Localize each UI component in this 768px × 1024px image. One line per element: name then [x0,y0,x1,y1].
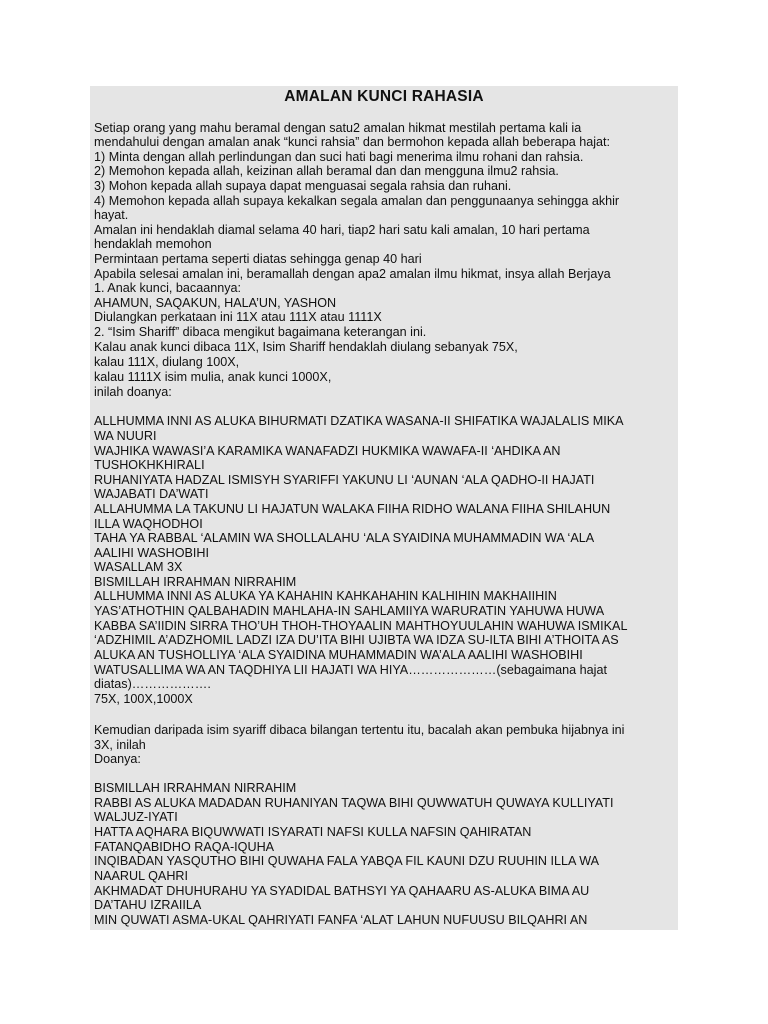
text-line: AALIHI WASHOBIHI [94,546,209,560]
text-line: WATUSALLIMA WA AN TAQDHIYA LII HAJATI WA HIYA…………………(sebagaimana hajat [94,663,607,677]
text-line: WA NUURI [94,429,157,443]
text-line: TUSHOKHKHIRALI [94,458,205,472]
document-page [90,86,678,930]
text-line: HATTA AQHARA BIQUWWATI ISYARATI NAFSI KULLA NAFSIN QAHIRATAN [94,825,532,839]
text-line: BISMILLAH IRRAHMAN NIRRAHIM [94,575,297,589]
text-line: 3) Mohon kepada allah supaya dapat menguasai segala rahsia dan ruhani. [94,179,512,193]
text-line: ALLHUMMA INNI AS ALUKA YA KAHAHIN KAHKAHAHIN KALHIHIN MAKHAIIHIN [94,589,557,603]
text-line: kalau 111X, diulang 100X, [94,355,240,369]
text-line: WAJABATI DA’WATI [94,487,209,501]
text-line: diatas)………………. [94,677,211,691]
text-line: 1) Minta dengan allah perlindungan dan suci hati bagi menerima ilmu rohani dan rahsia. [94,150,584,164]
text-line: Kalau anak kunci dibaca 11X, Isim Shariff hendaklah diulang sebanyak 75X, [94,340,518,354]
text-line: 4) Memohon kepada allah supaya kekalkan segala amalan dan penggunaanya sehingga akhir [94,194,620,208]
text-line: RABBI AS ALUKA MADADAN RUHANIYAN TAQWA BIHI QUWWATUH QUWAYA KULLIYATI [94,796,614,810]
text-line: ALLAHUMMA LA TAKUNU LI HAJATUN WALAKA FIIHA RIDHO WALANA FIIHA SHILAHUN [94,502,611,516]
text-line: Amalan ini hendaklah diamal selama 40 hari, tiap2 hari satu kali amalan, 10 hari pertama [94,223,590,237]
text-line: Apabila selesai amalan ini, beramallah dengan apa2 amalan ilmu hikmat, insya allah Berjaya [94,267,611,281]
text-line: 1. Anak kunci, bacaannya: [94,281,242,295]
text-line: WAJHIKA WAWASI’A KARAMIKA WANAFADZI HUKMIKA WAWAFA-II ‘AHDIKA AN [94,444,561,458]
text-line: hendaklah memohon [94,237,212,251]
text-line: Kemudian daripada isim syariff dibaca bilangan tertentu itu, bacalah akan pembuka hijabnya ini [94,723,625,737]
text-line: RUHANIYATA HADZAL ISMISYH SYARIFFI YAKUNU LI ‘AUNAN ‘ALA QADHO-II HAJATI [94,473,595,487]
text-line: Diulangkan perkataan ini 11X atau 111X atau 1111X [94,310,382,324]
text-line: hayat. [94,208,129,222]
text-line: WALJUZ-IYATI [94,810,178,824]
text-line: AKHMADAT DHUHURAHU YA SYADIDAL BATHSYI YA QAHAARU AS-ALUKA BIMA AU [94,884,590,898]
text-line: MIN QUWATI ASMA-UKAL QAHRIYATI FANFA ‘ALAT LAHUN NUFUUSU BILQAHRI AN [94,913,588,927]
text-line: INQIBADAN YASQUTHO BIHI QUWAHA FALA YABQA FIL KAUNI DZU RUUHIN ILLA WA [94,854,600,868]
text-line: TAHA YA RABBAL ‘ALAMIN WA SHOLLALAHU ‘ALA SYAIDINA MUHAMMADIN WA ‘ALA [94,531,595,545]
text-line: ALUKA AN TUSHOLLIYA ‘ALA SYAIDINA MUHAMMADIN WA’ALA AALIHI WASHOBIHI [94,648,583,662]
text-line: ILLA WAQHODHOI [94,517,203,531]
text-line: 75X, 100X,1000X [94,692,193,706]
text-line: Doanya: [94,752,141,766]
text-line: AHAMUN, SAQAKUN, HALA’UN, YASHON [94,296,337,310]
text-line: BISMILLAH IRRAHMAN NIRRAHIM [94,781,297,795]
text-line: mendahului dengan amalan anak “kunci rahsia” dan bermohon kepada allah beberapa hajat: [94,135,611,149]
text-line: YAS’ATHOTHIN QALBAHADIN MAHLAHA-IN SAHLAMIIYA WARURATIN YAHUWA HUWA [94,604,605,618]
text-line: 2) Memohon kepada allah, keizinan allah beramal dan dan mengguna ilmu2 rahsia. [94,164,559,178]
text-line: inilah doanya: [94,385,172,399]
text-line: 2. “Isim Shariff” dibaca mengikut bagaimana keterangan ini. [94,325,427,339]
text-line: FATANQABIDHO RAQA-IQUHA [94,840,275,854]
text-line: 3X, inilah [94,738,146,752]
text-line: Permintaan pertama seperti diatas sehingga genap 40 hari [94,252,422,266]
text-line: NAARUL QAHRI [94,869,189,883]
document-title: AMALAN KUNCI RAHASIA [284,88,484,105]
text-line: ALLHUMMA INNI AS ALUKA BIHURMATI DZATIKA WASANA-II SHIFATIKA WAJALALIS MIKA [94,414,624,428]
text-line: ‘ADZHIMIL A’ADZHOMIL LADZI IZA DU’ITA BIHI UJIBTA WA IDZA SU-ILTA BIHI A’THOITA AS [94,633,619,647]
text-line: KABBA SA’IIDIN SIRRA THO’UH THOH-THOYAALIN MAHTHOYUULAHIN WAHUWA ISMIKAL [94,619,628,633]
text-line: kalau 1111X isim mulia, anak kunci 1000X, [94,370,332,384]
text-line: WASALLAM 3X [94,560,183,574]
text-line: DA’TAHU IZRAIILA [94,898,202,912]
text-line: Setiap orang yang mahu beramal dengan satu2 amalan hikmat mestilah pertama kali ia [94,121,582,135]
